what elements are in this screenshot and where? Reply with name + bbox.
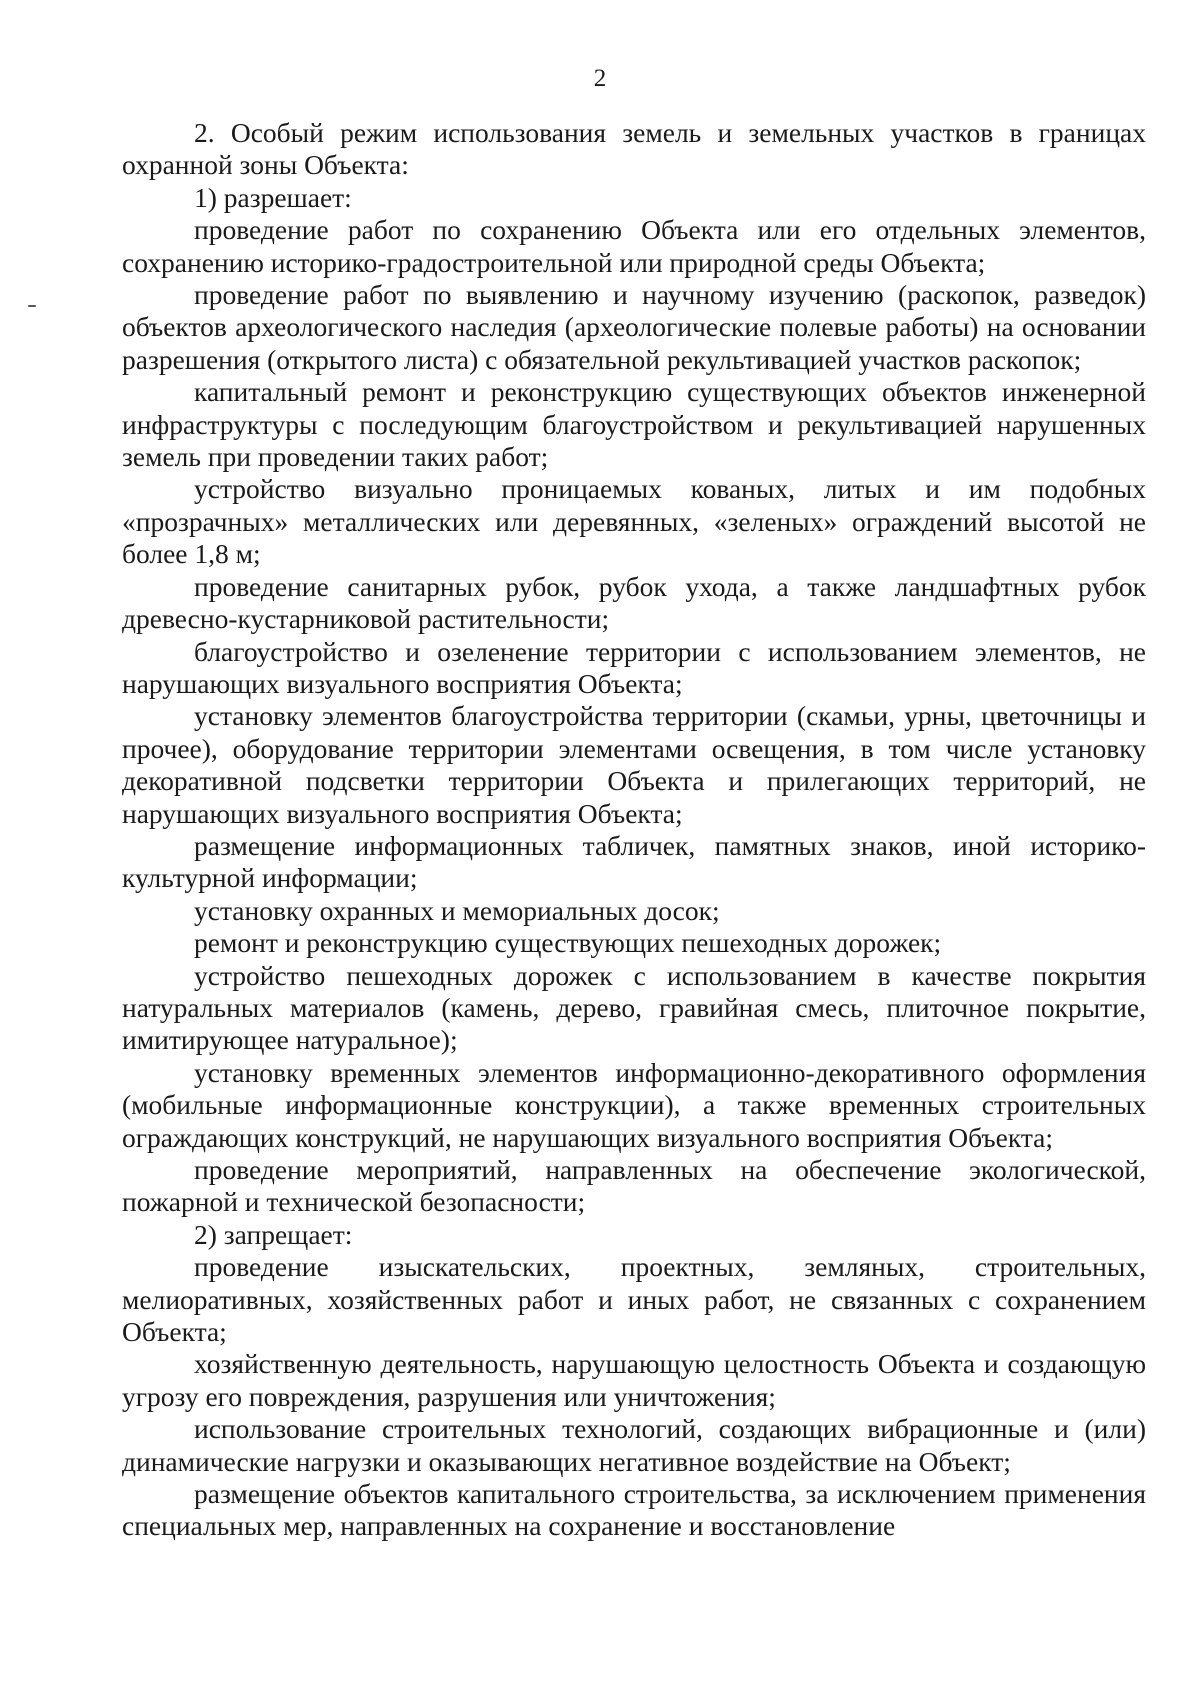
paragraph-permit-info-signs: размещение информационных табличек, памятных знаков, иной историко-культурной информации; xyxy=(122,829,1146,894)
document-body xyxy=(122,117,1146,1543)
paragraph-prohibit-economic-activity: хозяйственную деятельность, нарушающую целостность Объекта и создающую угрозу его повреждения, разрушения или уничтожения; xyxy=(122,1348,1146,1412)
paragraph-permit-felling: проведение санитарных рубок, рубок ухода, а также ландшафтных рубок древесно-кустарниковой растительности; xyxy=(122,570,1146,635)
paragraph-prohibit-vibration: использование строительных технологий, создающих вибрационные и (или) динамические нагрузки и оказывающих негативное воздействие на Объект; xyxy=(122,1413,1146,1477)
paragraph-permit-path-repair: ремонт и реконструкцию существующих пешеходных дорожек; xyxy=(194,927,942,959)
paragraph-permit-amenities: установку элементов благоустройства территории (скамьи, урны, цветочницы и прочее), оборудование территории элементами освещения, в том числе установку декоративной подсветки территории Объекта и прилегающих территорий, не нарушающих визуального восприятия Объекта; xyxy=(122,700,1146,829)
paragraph-permit-path-construction: устройство пешеходных дорожек с использованием в качестве покрытия натуральных материалов (камень, дерево, гравийная смесь, плиточное покрытие, имитирующее натуральное); xyxy=(122,959,1146,1056)
paragraph-prohibit-works: проведение изыскательских, проектных, земляных, строительных, мелиоративных, хозяйственных работ и иных работ, не связанных с сохранением Объекта; xyxy=(122,1251,1146,1348)
paragraph-permit-memorial-plaques: установку охранных и мемориальных досок; xyxy=(194,894,720,926)
paragraph-permit-infrastructure: капитальный ремонт и реконструкцию существующих объектов инженерной инфраструктуры с последующим благоустройством и рекультивацией нарушенных земель при проведении таких работ; xyxy=(122,376,1146,473)
page-number: 2 xyxy=(593,65,607,92)
paragraph-permit-preservation: проведение работ по сохранению Объекта или его отдельных элементов, сохранению историко-градостроительной или природной среды Объекта; xyxy=(122,214,1146,278)
paragraph-prohibits-heading: 2) запрещает: xyxy=(194,1218,353,1250)
paragraph-permits-heading: 1) разрешает: xyxy=(194,181,352,213)
paragraph-permit-fences: устройство визуально проницаемых кованых, литых и им подобных «прозрачных» металлических или деревянных, «зеленых» ограждений высотой не более 1,8 м; xyxy=(122,473,1146,570)
paragraph-permit-landscaping: благоустройство и озеленение территории с использованием элементов, не нарушающих визуального восприятия Объекта; xyxy=(122,635,1146,699)
paragraph-prohibit-capital-construction: размещение объектов капитального строительства, за исключением применения специальных мер, направленных на сохранение и восстановление xyxy=(122,1478,1146,1542)
paragraph-permit-temporary-structures: установку временных элементов информационно-декоративного оформления (мобильные информационные конструкции), а также временных строительных ограждающих конструкций, не нарушающих визуального восприятия Объекта; xyxy=(122,1056,1146,1153)
paragraph-permit-archaeology: проведение работ по выявлению и научному изучению (раскопок, разведок) объектов археологического наследия (археологические полевые работы) на основании разрешения (открытого листа) с обязательной рекультивацией участков раскопок; xyxy=(122,279,1146,375)
paragraph-section-2-intro: 2. Особый режим использования земель и земельных участков в границах охранной зоны Объекта: xyxy=(122,117,1146,181)
paragraph-permit-safety: проведение мероприятий, направленных на обеспечение экологической, пожарной и технической безопасности; xyxy=(122,1154,1146,1218)
scan-artifact xyxy=(28,305,36,307)
